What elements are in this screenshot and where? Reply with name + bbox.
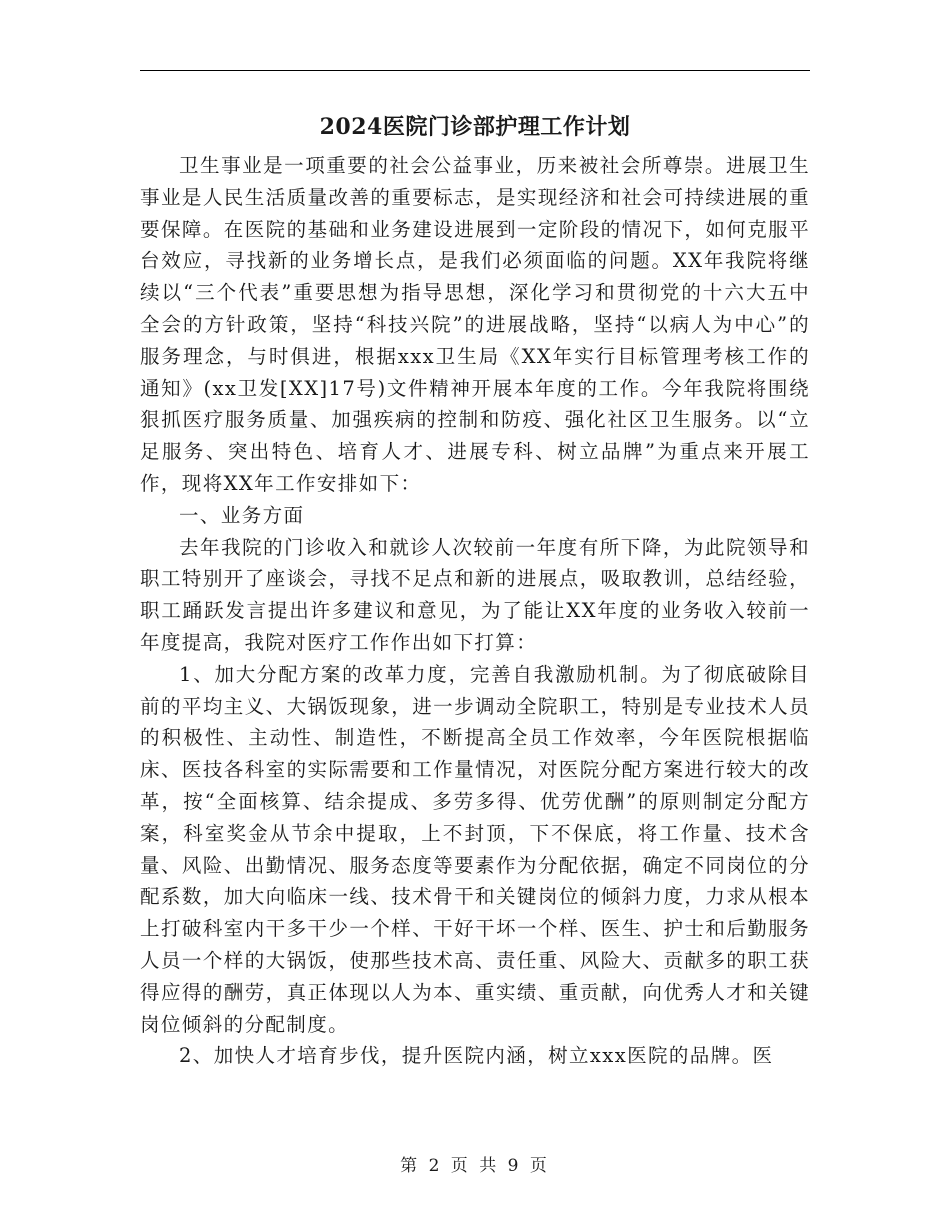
paragraph-business: 去年我院的门诊收入和就诊人次较前一年度有所下降，为此院领导和职工特别开了座谈会，寻找不足点和新的进展点，吸取教训，总结经验，职工踊跃发言提出许多建议和意见，为了能让XX年度的业务收入较前一年度提高，我院对医疗工作作出如下打算： [140,535,810,654]
section-heading-business: 一、业务方面 [179,503,305,527]
document-title: 2024医院门诊部护理工作计划 [319,114,631,140]
paragraph-item-2: 2、加快人才培育步伐，提升医院内涵，树立xxx医院的品牌。医 [179,1044,774,1068]
document-body [140,150,810,1072]
header-rule [140,70,810,71]
page-number: 第 2 页 共 9 页 [400,1156,550,1176]
paragraph-item-1: 1、加大分配方案的改革力度，完善自我激励机制。为了彻底破除目前的平均主义、大锅饭现象，进一步调动全院职工，特别是专业技术人员的积极性、主动性、制造性，不断提高全员工作效率，今年医院根据临床、医技各科室的实际需要和工作量情况，对医院分配方案进行较大的改革，按“全面核算、结余提成、多劳多得、优劳优酬”的原则制定分配方案，科室奖金从节余中提取，上不封顶，下不保底，将工作量、技术含量、风险、出勤情况、服务态度等要素作为分配依据，确定不同岗位的分配系数，加大向临床一线、技术骨干和关键岗位的倾斜力度，力求从根本上打破科室内干多干少一个样、干好干坏一个样、医生、护士和后勤服务人员一个样的大锅饭，使那些技术高、责任重、风险大、贡献多的职工获得应得的酬劳，真正体现以人为本、重实绩、重贡献，向优秀人才和关键岗位倾斜的分配制度。 [140,662,810,1036]
paragraph-intro: 卫生事业是一项重要的社会公益事业，历来被社会所尊崇。进展卫生事业是人民生活质量改善的重要标志，是实现经济和社会可持续进展的重要保障。在医院的基础和业务建设进展到一定阶段的情况下，如何克服平台效应，寻找新的业务增长点，是我们必须面临的问题。XX年我院将继续以“三个代表”重要思想为指导思想，深化学习和贯彻党的十六大五中全会的方针政策，坚持“科技兴院”的进展战略，坚持“以病人为中心”的服务理念，与时俱进，根据xxx卫生局《XX年实行目标管理考核工作的通知》(xx卫发[XX]17号)文件精神开展本年度的工作。今年我院将围绕狠抓医疗服务质量、加强疾病的控制和防疫、强化社区卫生服务。以“立足服务、突出特色、培育人才、进展专科、树立品牌”为重点来开展工作，现将XX年工作安排如下： [140,154,810,495]
